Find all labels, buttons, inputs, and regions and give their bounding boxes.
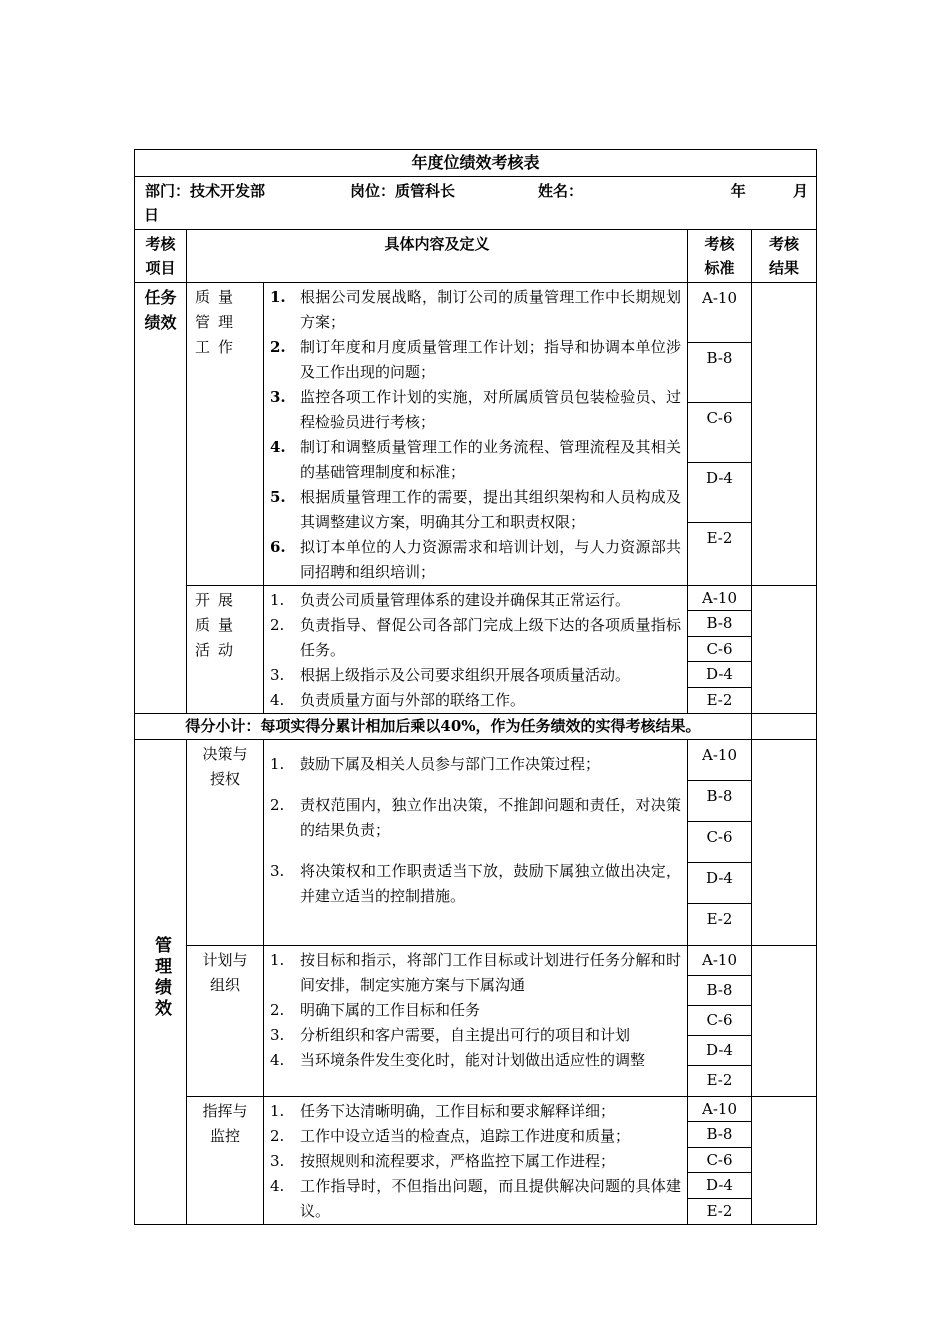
item-number: 4.	[270, 1051, 285, 1069]
result-cell[interactable]	[752, 586, 817, 714]
header-result: 考核结果	[752, 230, 817, 283]
item-number: 6.	[270, 538, 286, 556]
section-name: 决策与授权	[187, 740, 264, 946]
grade-option[interactable]: C-6	[688, 1148, 751, 1173]
list-item	[270, 688, 681, 713]
grade-option[interactable]: A-10	[688, 283, 751, 343]
list-item	[270, 485, 681, 535]
item-number: 2.	[270, 1127, 285, 1145]
list-item	[270, 998, 681, 1023]
list-item	[270, 588, 681, 613]
month-label: 月	[793, 182, 809, 200]
item-text: 任务下达清晰明确，工作目标和要求解释详细；	[300, 1102, 616, 1120]
item-text: 制订和调整质量管理工作的业务流程、管理流程及其相关的基础管理制度和标准；	[300, 438, 681, 481]
result-cell[interactable]	[752, 946, 817, 1097]
item-number: 1.	[270, 591, 285, 609]
item-number: 1.	[270, 951, 285, 969]
item-number: 1.	[270, 755, 285, 773]
grade-option[interactable]: E-2	[706, 690, 733, 709]
item-number: 4.	[270, 1177, 285, 1195]
item-text: 责权范围内，独立作出决策，不推卸问题和责任，对决策的结果负责；	[300, 796, 681, 839]
header-standard: 考核标准	[688, 230, 752, 283]
result-cell[interactable]	[752, 283, 817, 586]
item-text: 负责质量方面与外部的联络工作。	[300, 691, 526, 709]
item-number: 4.	[270, 438, 286, 456]
appraisal-form	[134, 149, 816, 1225]
grade-option[interactable]: D-4	[688, 1036, 751, 1066]
item-number: 3.	[270, 862, 285, 880]
list-item	[270, 793, 681, 843]
item-number: 2.	[270, 616, 285, 634]
appraisal-table	[134, 149, 817, 1225]
item-text: 当环境条件发生变化时，能对计划做出适应性的调整	[300, 1051, 646, 1069]
item-text: 鼓励下属及相关人员参与部门工作决策过程；	[300, 755, 601, 773]
grade-column	[688, 740, 752, 946]
grade-option[interactable]: B-8	[688, 343, 751, 403]
item-text: 工作中设立适当的检查点，追踪工作进度和质量；	[300, 1127, 631, 1145]
list-item	[270, 435, 681, 485]
item-number: 1.	[270, 288, 286, 306]
item-text: 按照规则和流程要求，严格监控下属工作进程；	[300, 1152, 616, 1170]
item-text: 根据公司发展战略，制订公司的质量管理工作中长期规划方案；	[300, 288, 681, 331]
item-text: 拟订本单位的人力资源需求和培训计划，与人力资源部共同招聘和组织培训；	[300, 538, 681, 581]
item-text: 分析组织和客户需要，自主提出可行的项目和计划	[300, 1026, 631, 1044]
grade-option[interactable]: C-6	[688, 637, 751, 662]
grade-option[interactable]: A-10	[688, 1097, 751, 1122]
department-label: 部门：技术开发部	[145, 182, 266, 200]
section-items	[264, 283, 688, 586]
grade-option[interactable]: D-4	[688, 1173, 751, 1198]
item-number: 3.	[270, 1152, 285, 1170]
grade-option[interactable]: A-10	[688, 740, 751, 781]
summary-result-cell[interactable]	[752, 714, 817, 740]
section-items	[264, 586, 688, 714]
result-cell[interactable]	[752, 740, 817, 946]
item-number: 2.	[270, 338, 286, 356]
section-name: 开展质量活动	[187, 586, 264, 714]
item-number: 3.	[270, 666, 285, 684]
item-number: 5.	[270, 488, 286, 506]
list-item	[270, 1048, 681, 1073]
task-summary: 得分小计：每项实得分累计相加后乘以40%，作为任务绩效的实得考核结果。	[135, 714, 752, 740]
grade-option[interactable]: E-2	[706, 1201, 733, 1220]
list-item	[270, 1099, 681, 1124]
item-text: 根据上级指示及公司要求组织开展各项质量活动。	[300, 666, 631, 684]
header-content: 具体内容及定义	[187, 230, 688, 283]
list-item	[270, 859, 681, 909]
section-items	[264, 740, 688, 946]
grade-option[interactable]: A-10	[688, 946, 751, 976]
category-management: 管理绩效	[135, 740, 187, 1225]
grade-option[interactable]: B-8	[688, 781, 751, 822]
section-items	[264, 946, 688, 1097]
grade-option[interactable]: D-4	[688, 463, 751, 523]
name-label: 姓名：	[538, 182, 584, 200]
list-item	[270, 613, 681, 663]
section-name: 计划与组织	[187, 946, 264, 1097]
section-name: 指挥与监控	[187, 1097, 264, 1225]
list-item	[270, 335, 681, 385]
list-item	[270, 1023, 681, 1048]
item-text: 按目标和指示，将部门工作目标或计划进行任务分解和时间安排，制定实施方案与下属沟通	[300, 951, 681, 994]
item-text: 负责公司质量管理体系的建设并确保其正常运行。	[300, 591, 631, 609]
item-text: 工作指导时，不但指出问题，而且提供解决问题的具体建议。	[300, 1177, 681, 1220]
grade-column	[688, 283, 752, 586]
list-item	[270, 1174, 681, 1224]
item-number: 2.	[270, 796, 285, 814]
grade-option[interactable]: B-8	[688, 976, 751, 1006]
list-item	[270, 1124, 681, 1149]
grade-option[interactable]: C-6	[688, 1006, 751, 1036]
grade-option[interactable]: E-2	[706, 529, 733, 547]
item-number: 3.	[270, 388, 286, 406]
list-item	[270, 663, 681, 688]
item-text: 负责指导、督促公司各部门完成上级下达的各项质量指标任务。	[300, 616, 681, 659]
grade-option[interactable]: A-10	[688, 586, 751, 611]
grade-option[interactable]: E-2	[706, 910, 733, 928]
list-item	[270, 1149, 681, 1174]
grade-option[interactable]: B-8	[688, 611, 751, 636]
grade-column	[688, 1097, 752, 1225]
form-title: 年度位绩效考核表	[135, 150, 817, 177]
category-task: 任务绩效	[135, 283, 187, 714]
item-text: 明确下属的工作目标和任务	[300, 1001, 481, 1019]
item-text: 监控各项工作计划的实施，对所属质管员包装检验员、过程检验员进行考核；	[300, 388, 681, 431]
item-number: 3.	[270, 1026, 285, 1044]
list-item	[270, 948, 681, 998]
grade-column	[688, 946, 752, 1097]
grade-option[interactable]: C-6	[688, 403, 751, 463]
grade-column	[688, 586, 752, 714]
position-label: 岗位：质管科长	[350, 182, 456, 200]
grade-option[interactable]: D-4	[688, 863, 751, 904]
item-text: 根据质量管理工作的需要，提出其组织架构和人员构成及其调整建议方案，明确其分工和职责权限；	[300, 488, 681, 531]
info-row	[135, 177, 817, 230]
list-item	[270, 285, 681, 335]
item-number: 4.	[270, 691, 285, 709]
item-number: 1.	[270, 1102, 285, 1120]
item-number: 2.	[270, 1001, 285, 1019]
item-text: 制订年度和月度质量管理工作计划；指导和协调本单位涉及工作出现的问题；	[300, 338, 681, 381]
header-item: 考核项目	[135, 230, 187, 283]
day-label: 日	[144, 206, 160, 224]
list-item	[270, 752, 681, 777]
result-cell[interactable]	[752, 1097, 817, 1225]
item-text: 将决策权和工作职责适当下放，鼓励下属独立做出决定，并建立适当的控制措施。	[300, 862, 681, 905]
grade-option[interactable]: E-2	[706, 1071, 733, 1089]
year-label: 年	[730, 182, 746, 200]
grade-option[interactable]: B-8	[688, 1122, 751, 1147]
section-items	[264, 1097, 688, 1225]
grade-option[interactable]: C-6	[688, 822, 751, 863]
list-item	[270, 535, 681, 585]
section-name: 质量管理工作	[187, 283, 264, 586]
list-item	[270, 385, 681, 435]
grade-option[interactable]: D-4	[688, 662, 751, 687]
